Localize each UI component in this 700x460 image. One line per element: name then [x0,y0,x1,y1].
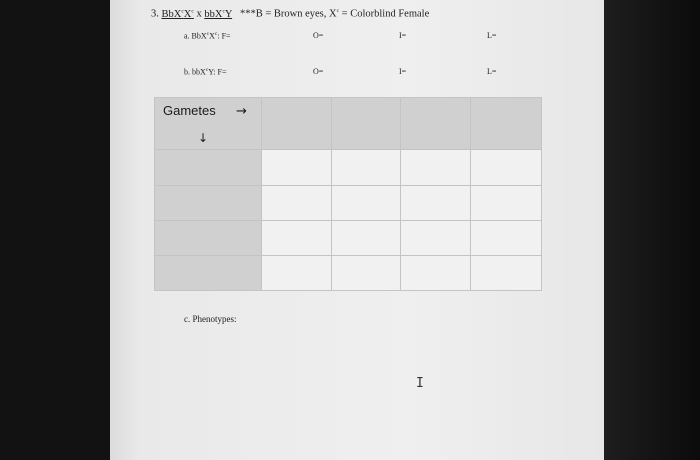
grid-cell[interactable] [331,220,401,256]
header-cell[interactable] [331,97,401,150]
grid-cell[interactable] [331,185,401,221]
header-cell[interactable] [470,97,542,150]
grid-cell[interactable] [261,149,332,186]
question-title: 3. $BbX^cX^c$ x bbX$^c$Y ***B = Brown eyes, $X^c$ = Colorblind Female [151,8,430,20]
grid-cell[interactable] [400,185,471,221]
grid-cell[interactable] [331,255,401,291]
grid-cell[interactable] [261,255,332,291]
row-b-l: L= [487,67,497,76]
row-b-label: b. bbX$^c$Y: F= [184,67,227,77]
grid-cell[interactable] [261,185,332,221]
phenotypes-label: c. Phenotypes: [184,314,237,324]
arrow-right-icon: → [236,104,247,119]
arrow-down-icon: ↓ [198,131,209,145]
row-header-cell[interactable] [154,255,262,291]
row-a-i: I= [399,31,407,40]
row-header-cell[interactable] [154,220,262,256]
grid-cell[interactable] [261,220,332,256]
row-b-o: O= [313,67,324,76]
grid-cell[interactable] [470,149,542,186]
header-cell[interactable] [261,97,332,150]
row-a-l: L= [487,31,497,40]
grid-cell[interactable] [400,220,471,256]
grid-cell[interactable] [470,255,542,291]
grid-cell[interactable] [331,149,401,186]
text-cursor-icon: I [416,376,424,391]
row-header-cell[interactable] [154,149,262,186]
grid-cell[interactable] [470,185,542,221]
row-header-cell[interactable] [154,185,262,221]
row-a-o: O= [313,31,324,40]
background-shadow [604,0,700,460]
gametes-label: Gametes [163,103,216,118]
grid-cell[interactable] [400,255,471,291]
row-b-i: I= [399,67,407,76]
header-cell[interactable] [400,97,471,150]
row-a-label: a. $BbX^cX^c$: F= [184,31,231,41]
grid-cell[interactable] [400,149,471,186]
grid-cell[interactable] [470,220,542,256]
